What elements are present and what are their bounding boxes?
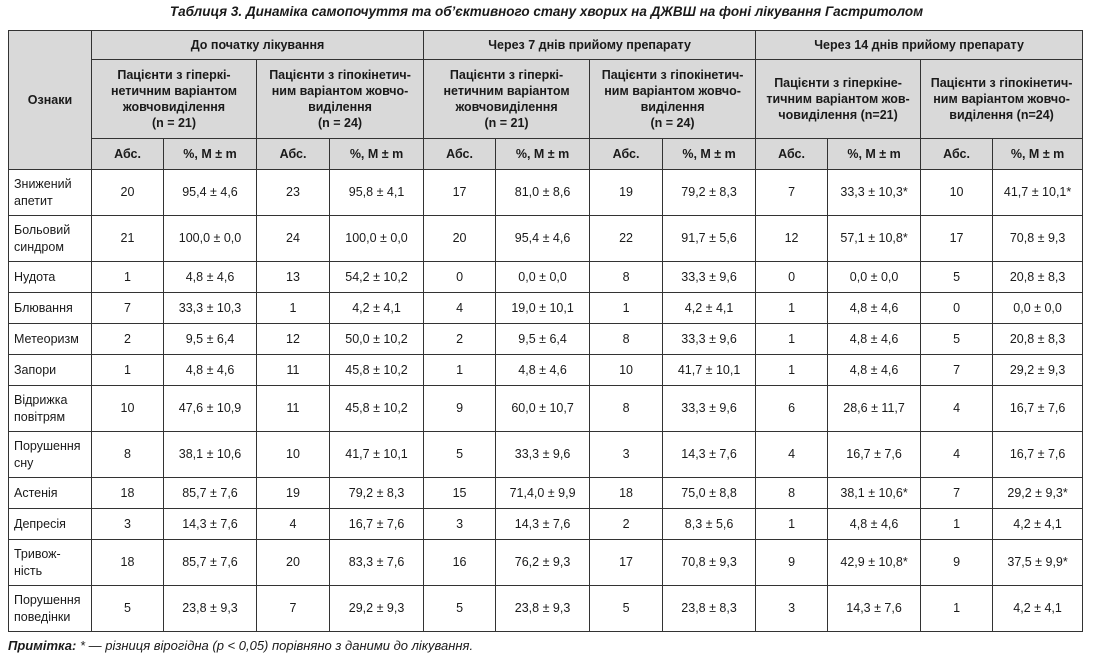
cell-text-line: Пацієнти з гіпокінетич- — [269, 67, 411, 82]
table-row — [9, 586, 1083, 632]
percent-value: 14,3 ± 7,6 — [663, 432, 756, 478]
group-header — [257, 60, 424, 139]
table-row — [9, 216, 1083, 262]
abs-header: Абс. — [590, 139, 663, 170]
data-table — [8, 30, 1083, 632]
percent-value: 70,8 ± 9,3 — [663, 540, 756, 586]
cell-text-line: виділення (n=24) — [949, 108, 1054, 123]
percent-value: 33,3 ± 10,3* — [828, 170, 921, 216]
abs-value: 1 — [92, 262, 164, 293]
abs-value: 1 — [756, 355, 828, 386]
percent-value: 20,8 ± 8,3 — [993, 262, 1083, 293]
percent-value: 29,2 ± 9,3 — [330, 586, 424, 632]
abs-value: 1 — [424, 355, 496, 386]
percent-value: 20,8 ± 8,3 — [993, 324, 1083, 355]
abs-value: 7 — [921, 355, 993, 386]
percent-value: 16,7 ± 7,6 — [828, 432, 921, 478]
percent-value: 4,8 ± 4,6 — [828, 293, 921, 324]
abs-value: 5 — [921, 324, 993, 355]
cell-text-line: Астенія — [14, 485, 58, 500]
percent-value: 16,7 ± 7,6 — [330, 509, 424, 540]
percent-value: 16,7 ± 7,6 — [993, 386, 1083, 432]
percent-value: 60,0 ± 10,7 — [496, 386, 590, 432]
abs-value: 0 — [921, 293, 993, 324]
header-row-periods — [9, 31, 1083, 60]
abs-value: 17 — [424, 170, 496, 216]
abs-value: 1 — [756, 324, 828, 355]
percent-value: 95,4 ± 4,6 — [164, 170, 257, 216]
row-label — [9, 216, 92, 262]
abs-value: 10 — [92, 386, 164, 432]
abs-value: 8 — [590, 324, 663, 355]
abs-value: 7 — [257, 586, 330, 632]
cell-text-line: повітрям — [14, 409, 66, 424]
cell-text-line: Порушення — [14, 439, 81, 454]
percent-value: 38,1 ± 10,6* — [828, 478, 921, 509]
abs-value: 11 — [257, 386, 330, 432]
percent-value: 23,8 ± 9,3 — [496, 586, 590, 632]
table-row — [9, 293, 1083, 324]
percent-value: 29,2 ± 9,3 — [993, 355, 1083, 386]
cell-text-line: Пацієнти з гіпокінетич- — [930, 75, 1073, 90]
percent-value: 8,3 ± 5,6 — [663, 509, 756, 540]
cell-text-line: жовчовиділення — [455, 100, 558, 114]
table-row — [9, 170, 1083, 216]
percent-value: 79,2 ± 8,3 — [663, 170, 756, 216]
abs-value: 12 — [756, 216, 828, 262]
percent-header: %, M ± m — [993, 139, 1083, 170]
percent-value: 4,8 ± 4,6 — [164, 355, 257, 386]
cell-text-line: Порушення — [14, 593, 81, 608]
abs-value: 18 — [590, 478, 663, 509]
cell-text-line: (n = 21) — [151, 116, 197, 131]
percent-value: 41,7 ± 10,1 — [663, 355, 756, 386]
abs-value: 5 — [424, 432, 496, 478]
period-header: До початку лікування — [92, 31, 424, 60]
percent-value: 42,9 ± 10,8* — [828, 540, 921, 586]
percent-value: 95,4 ± 4,6 — [496, 216, 590, 262]
cell-text-line: жовчовиділення — [122, 100, 226, 114]
cell-text-line: Метеоризм — [14, 331, 79, 346]
abs-value: 9 — [921, 540, 993, 586]
abs-value: 1 — [92, 355, 164, 386]
cell-text-line: Блювання — [14, 300, 73, 315]
table-note — [8, 638, 473, 653]
percent-value: 4,8 ± 4,6 — [164, 262, 257, 293]
percent-value: 45,8 ± 10,2 — [330, 386, 424, 432]
abs-value: 8 — [590, 262, 663, 293]
abs-value: 2 — [590, 509, 663, 540]
row-label — [9, 386, 92, 432]
percent-value: 19,0 ± 10,1 — [496, 293, 590, 324]
row-label — [9, 509, 92, 540]
group-header — [92, 60, 257, 139]
table-row — [9, 432, 1083, 478]
abs-value: 3 — [424, 509, 496, 540]
percent-value: 79,2 ± 8,3 — [330, 478, 424, 509]
abs-value: 7 — [92, 293, 164, 324]
cell-text-line: Пацієнти з гіпокінетич- — [601, 67, 744, 82]
abs-value: 18 — [92, 540, 164, 586]
abs-value: 1 — [921, 586, 993, 632]
abs-value: 4 — [756, 432, 828, 478]
row-label — [9, 293, 92, 324]
abs-value: 20 — [257, 540, 330, 586]
abs-value: 18 — [92, 478, 164, 509]
percent-value: 0,0 ± 0,0 — [993, 293, 1083, 324]
abs-value: 10 — [257, 432, 330, 478]
percent-value: 29,2 ± 9,3* — [993, 478, 1083, 509]
cell-text-line: тичним варіантом жов- — [766, 91, 910, 106]
abs-value: 19 — [590, 170, 663, 216]
abs-value: 4 — [921, 432, 993, 478]
abs-value: 13 — [257, 262, 330, 293]
period-header: Через 7 днів прийому препарату — [424, 31, 756, 60]
cell-text-line: (n = 24) — [317, 116, 363, 131]
abs-value: 8 — [590, 386, 663, 432]
abs-value: 8 — [756, 478, 828, 509]
cell-text-line: Пацієнти з гіперкіне- — [774, 75, 902, 90]
header-row-units — [9, 139, 1083, 170]
cell-text-line: Нудота — [14, 269, 56, 284]
table-row — [9, 540, 1083, 586]
percent-value: 91,7 ± 5,6 — [663, 216, 756, 262]
cell-text-line: апетит — [14, 193, 53, 208]
abs-value: 20 — [92, 170, 164, 216]
cell-text-line: ним варіантом жовчо- — [604, 83, 741, 98]
abs-value: 10 — [921, 170, 993, 216]
percent-value: 85,7 ± 7,6 — [164, 478, 257, 509]
row-label — [9, 478, 92, 509]
percent-value: 9,5 ± 6,4 — [496, 324, 590, 355]
abs-value: 17 — [590, 540, 663, 586]
abs-value: 5 — [921, 262, 993, 293]
period-header: Через 14 днів прийому препарату — [756, 31, 1083, 60]
cell-text-line: Тривож- — [14, 547, 61, 562]
table-title: Таблиця 3. Динаміка самопочуття та об’єктивного стану хворих на ДЖВШ на фоні лікування Гастритолом — [169, 4, 924, 19]
abs-value: 3 — [756, 586, 828, 632]
percent-header: %, M ± m — [164, 139, 257, 170]
cell-text-line: (n = 21) — [484, 116, 529, 131]
abs-value: 2 — [92, 324, 164, 355]
cell-text-line: Знижений — [14, 177, 72, 192]
cell-text-line: човиділення (n=21) — [778, 108, 898, 123]
abs-value: 20 — [424, 216, 496, 262]
percent-value: 81,0 ± 8,6 — [496, 170, 590, 216]
cell-text-line: ним варіантом жовчо- — [271, 83, 409, 98]
cell-text-line: ність — [14, 563, 43, 578]
percent-value: 38,1 ± 10,6 — [164, 432, 257, 478]
abs-value: 5 — [424, 586, 496, 632]
table-row — [9, 478, 1083, 509]
abs-value: 7 — [756, 170, 828, 216]
abs-value: 3 — [92, 509, 164, 540]
group-header — [756, 60, 921, 139]
note-text: * — різниця вірогідна (р < 0,05) порівняно з даними до лікування. — [76, 638, 474, 653]
percent-value: 4,8 ± 4,6 — [828, 355, 921, 386]
abs-value: 3 — [590, 432, 663, 478]
percent-value: 23,8 ± 9,3 — [164, 586, 257, 632]
percent-header: %, M ± m — [828, 139, 921, 170]
abs-header: Абс. — [424, 139, 496, 170]
table-row — [9, 324, 1083, 355]
abs-value: 9 — [424, 386, 496, 432]
abs-value: 10 — [590, 355, 663, 386]
abs-value: 4 — [921, 386, 993, 432]
abs-value: 2 — [424, 324, 496, 355]
percent-value: 57,1 ± 10,8* — [828, 216, 921, 262]
row-label — [9, 540, 92, 586]
row-label — [9, 324, 92, 355]
cell-text-line: Больовий — [14, 223, 71, 238]
percent-value: 4,2 ± 4,1 — [993, 509, 1083, 540]
percent-value: 85,7 ± 7,6 — [164, 540, 257, 586]
abs-value: 15 — [424, 478, 496, 509]
abs-value: 0 — [756, 262, 828, 293]
cell-text-line: сну — [14, 455, 34, 470]
percent-value: 0,0 ± 0,0 — [828, 262, 921, 293]
cell-text-line: Пацієнти з гіперкі- — [117, 67, 231, 82]
percent-value: 0,0 ± 0,0 — [496, 262, 590, 293]
table-row — [9, 509, 1083, 540]
abs-value: 21 — [92, 216, 164, 262]
abs-value: 11 — [257, 355, 330, 386]
percent-value: 4,8 ± 4,6 — [496, 355, 590, 386]
percent-value: 4,8 ± 4,6 — [828, 509, 921, 540]
abs-value: 22 — [590, 216, 663, 262]
abs-value: 6 — [756, 386, 828, 432]
percent-value: 14,3 ± 7,6 — [496, 509, 590, 540]
table-row — [9, 386, 1083, 432]
percent-value: 28,6 ± 11,7 — [828, 386, 921, 432]
percent-value: 50,0 ± 10,2 — [330, 324, 424, 355]
abs-value: 1 — [921, 509, 993, 540]
percent-value: 71,4,0 ± 9,9 — [496, 478, 590, 509]
row-label — [9, 170, 92, 216]
abs-header: Абс. — [92, 139, 164, 170]
abs-value: 7 — [921, 478, 993, 509]
percent-header: %, M ± m — [330, 139, 424, 170]
abs-value: 9 — [756, 540, 828, 586]
abs-value: 19 — [257, 478, 330, 509]
percent-value: 14,3 ± 7,6 — [828, 586, 921, 632]
percent-value: 47,6 ± 10,9 — [164, 386, 257, 432]
table-row — [9, 262, 1083, 293]
abs-value: 17 — [921, 216, 993, 262]
row-label — [9, 262, 92, 293]
percent-value: 4,2 ± 4,1 — [330, 293, 424, 324]
note-label: Примітка: — [8, 638, 77, 653]
cell-text-line: ним варіантом жовчо- — [933, 91, 1070, 106]
percent-value: 33,3 ± 9,6 — [663, 324, 756, 355]
percent-value: 33,3 ± 9,6 — [663, 386, 756, 432]
percent-value: 33,3 ± 9,6 — [663, 262, 756, 293]
cell-text-line: синдром — [14, 239, 64, 254]
percent-value: 23,8 ± 8,3 — [663, 586, 756, 632]
percent-header: %, M ± m — [663, 139, 756, 170]
abs-value: 1 — [257, 293, 330, 324]
abs-value: 12 — [257, 324, 330, 355]
percent-value: 100,0 ± 0,0 — [330, 216, 424, 262]
percent-value: 76,2 ± 9,3 — [496, 540, 590, 586]
percent-value: 16,7 ± 7,6 — [993, 432, 1083, 478]
group-header — [921, 60, 1083, 139]
abs-value: 5 — [590, 586, 663, 632]
abs-header: Абс. — [257, 139, 330, 170]
group-header — [590, 60, 756, 139]
percent-value: 37,5 ± 9,9* — [993, 540, 1083, 586]
row-label — [9, 355, 92, 386]
percent-value: 41,7 ± 10,1* — [993, 170, 1083, 216]
abs-value: 1 — [756, 293, 828, 324]
cell-text-line: Депресія — [14, 516, 66, 531]
abs-value: 1 — [756, 509, 828, 540]
percent-value: 41,7 ± 10,1 — [330, 432, 424, 478]
abs-value: 0 — [424, 262, 496, 293]
abs-value: 23 — [257, 170, 330, 216]
abs-header: Абс. — [756, 139, 828, 170]
abs-value: 16 — [424, 540, 496, 586]
cell-text-line: поведінки — [14, 609, 71, 624]
abs-value: 5 — [92, 586, 164, 632]
cell-text-line: виділення — [640, 100, 705, 114]
abs-value: 4 — [257, 509, 330, 540]
percent-value: 100,0 ± 0,0 — [164, 216, 257, 262]
table-row — [9, 355, 1083, 386]
cell-text-line: нетичним варіантом — [443, 83, 570, 98]
abs-value: 4 — [424, 293, 496, 324]
group-header — [424, 60, 590, 139]
percent-header: %, M ± m — [496, 139, 590, 170]
abs-value: 24 — [257, 216, 330, 262]
cell-text-line: Запори — [14, 362, 57, 377]
percent-value: 45,8 ± 10,2 — [330, 355, 424, 386]
cell-text-line: Пацієнти з гіперкі- — [449, 67, 564, 82]
percent-value: 75,0 ± 8,8 — [663, 478, 756, 509]
percent-value: 33,3 ± 10,3 — [164, 293, 257, 324]
header-row-groups — [9, 60, 1083, 139]
percent-value: 95,8 ± 4,1 — [330, 170, 424, 216]
percent-value: 70,8 ± 9,3 — [993, 216, 1083, 262]
column-header-symptoms: Ознаки — [9, 31, 92, 170]
cell-text-line: (n = 24) — [650, 116, 695, 131]
row-label — [9, 432, 92, 478]
cell-text-line: Відрижка — [14, 393, 68, 408]
abs-value: 8 — [92, 432, 164, 478]
row-label — [9, 586, 92, 632]
percent-value: 4,2 ± 4,1 — [993, 586, 1083, 632]
abs-value: 1 — [590, 293, 663, 324]
percent-value: 4,8 ± 4,6 — [828, 324, 921, 355]
percent-value: 4,2 ± 4,1 — [663, 293, 756, 324]
percent-value: 9,5 ± 6,4 — [164, 324, 257, 355]
cell-text-line: нетичним варіантом — [110, 83, 238, 98]
percent-value: 33,3 ± 9,6 — [496, 432, 590, 478]
percent-value: 83,3 ± 7,6 — [330, 540, 424, 586]
percent-value: 14,3 ± 7,6 — [164, 509, 257, 540]
percent-value: 54,2 ± 10,2 — [330, 262, 424, 293]
abs-header: Абс. — [921, 139, 993, 170]
cell-text-line: виділення — [308, 100, 372, 114]
